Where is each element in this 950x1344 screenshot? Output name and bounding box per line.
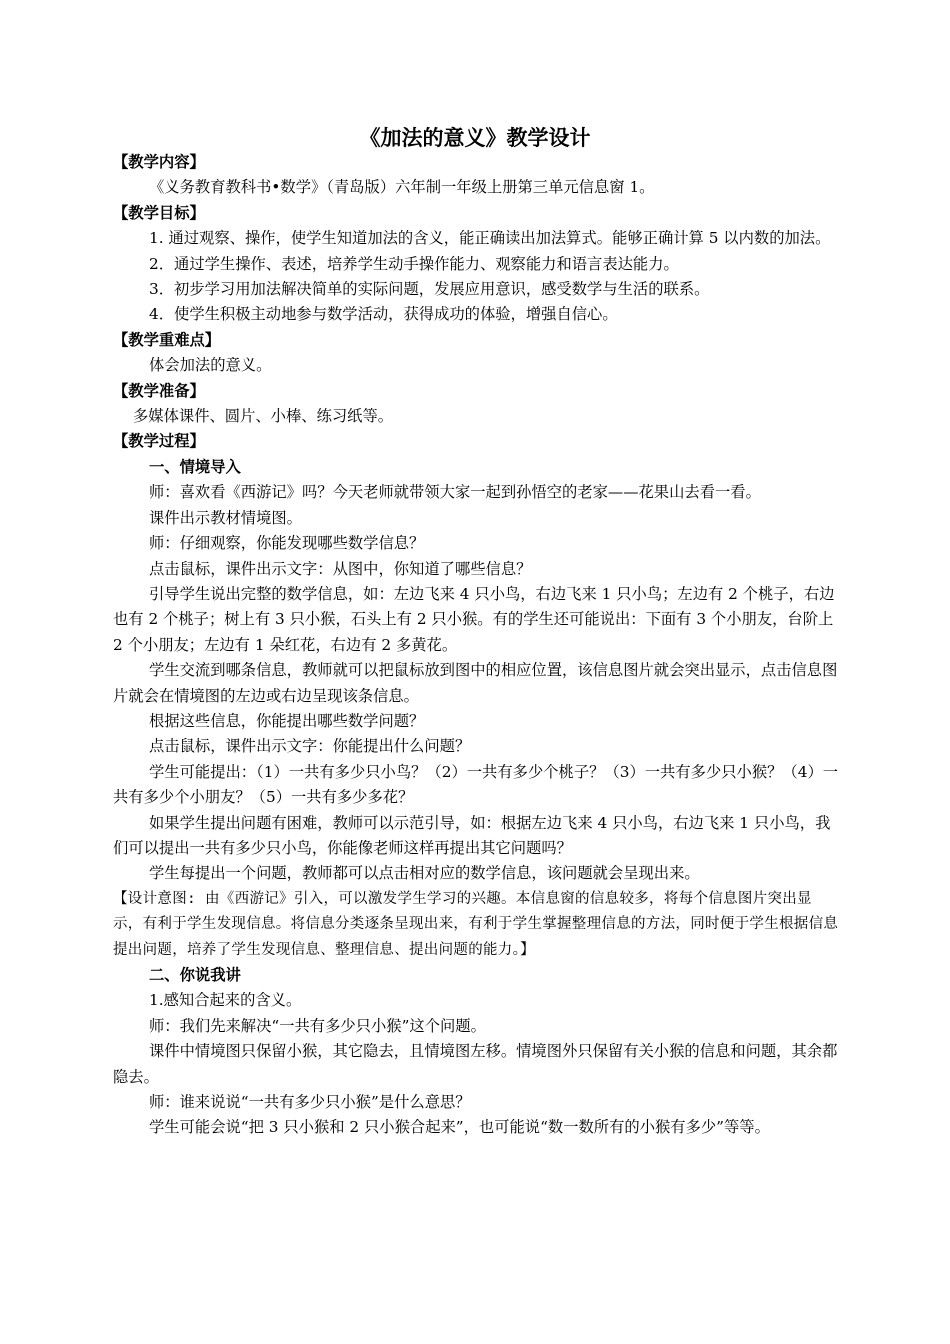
goal-item: 3．初步学习用加法解决简单的实际问题，发展应用意识，感受数学与生活的联系。 bbox=[149, 280, 710, 299]
paragraph: 点击鼠标，课件出示文字：从图中，你知道了哪些信息？ bbox=[149, 559, 532, 578]
part2-title: 二、你说我讲 bbox=[149, 966, 241, 984]
section-heading-prep: 【教学准备】 bbox=[113, 381, 205, 400]
paragraph: 学生可能提出：（1）一共有多少只小鸟？（2）一共有多少个桃子？（3）一共有多少只小猴？（4）一共有多少个小朋友？（5）一共有多少多花？ bbox=[113, 762, 839, 807]
key-text: 体会加法的意义。 bbox=[149, 356, 272, 375]
design-intent-note: 【设计意图: 由《西游记》引入，可以激发学生学习的兴趣。本信息窗的信息较多，将每个信息图片突出显示，有利于学生发现信息。将信息分类逐条呈现出来，有利于学生掌握整理信息的方法，同时便于学生根据信息提出问题，培养了学生发现信息、整理信息、提出问题的能力。】 bbox=[113, 890, 839, 958]
part1-title: 一、情境导入 bbox=[149, 457, 241, 476]
paragraph: 引导学生说出完整的数学信息，如：左边飞来 4 只小鸟，右边飞来 1 只小鸟；左边有 2 个桃子，右边也有 2 个桃子；树上有 3 只小猴，石头上有 2 只小猴。有的学生还可能说出：下面有 3 个小朋友，台阶上 2 个小朋友；左边有 1 朵红花，右边有 2 多黄花。 bbox=[113, 584, 835, 654]
paragraph: 如果学生提出问题有困难，教师可以示范引导，如：根据左边飞来 4 只小鸟，右边飞来 1 只小鸟，我们可以提出一共有多少只小鸟，你能像老师这样再提出其它问题吗？ bbox=[113, 813, 831, 857]
paragraph: 学生每提出一个问题，教师都可以点击相对应的数学信息，该问题就会呈现出来。 bbox=[149, 864, 700, 883]
paragraph: 学生交流到哪条信息，教师就可以把鼠标放到图中的相应位置，该信息图片就会突出显示，点击信息图片就会在情境图的左边或右边呈现该条信息。 bbox=[113, 661, 838, 705]
document-body bbox=[113, 150, 840, 1141]
goal-item: 1. 通过观察、操作，使学生知道加法的含义，能正确读出加法算式。能够正确计算 5 以内数的加法。 bbox=[149, 229, 831, 248]
paragraph: 课件中情境图只保留小猴，其它隐去，且情境图左移。情境图外只保留有关小猴的信息和问题，其余都隐去。 bbox=[113, 1042, 838, 1086]
paragraph: 点击鼠标，课件出示文字：你能提出什么问题？ bbox=[149, 737, 471, 756]
paragraph: 学生可能会说“把 3 只小猴和 2 只小猴合起来”，也可能说“数一数所有的小猴有多少”等等。 bbox=[149, 1118, 770, 1137]
section-heading-process: 【教学过程】 bbox=[113, 432, 205, 451]
paragraph: 根据这些信息，你能提出哪些数学问题？ bbox=[149, 711, 425, 730]
section-heading-key: 【教学重难点】 bbox=[113, 330, 221, 349]
content-text: 《义务教育教科书•数学》（青岛版）六年制一年级上册第三单元信息窗 1。 bbox=[149, 178, 655, 197]
paragraph: 1.感知合起来的含义。 bbox=[149, 991, 302, 1010]
prep-text: 多媒体课件、圆片、小棒、练习纸等。 bbox=[133, 407, 394, 426]
paragraph: 师：谁来说说“一共有多少只小猴”是什么意思？ bbox=[149, 1093, 471, 1112]
paragraph: 师：喜欢看《西游记》吗？今天老师就带领大家一起到孙悟空的老家——花果山去看一看。 bbox=[149, 483, 761, 502]
paragraph: 师：仔细观察，你能发现哪些数学信息？ bbox=[149, 534, 425, 553]
section-heading-content: 【教学内容】 bbox=[113, 153, 205, 171]
paragraph: 师：我们先来解决“一共有多少只小猴”这个问题。 bbox=[149, 1016, 486, 1035]
section-heading-goals: 【教学目标】 bbox=[113, 203, 205, 222]
paragraph: 课件出示教材情境图。 bbox=[149, 508, 302, 527]
goal-item: 2．通过学生操作、表述，培养学生动手操作能力、观察能力和语言表达能力。 bbox=[149, 254, 679, 273]
goal-item: 4．使学生积极主动地参与数学活动，获得成功的体验，增强自信心。 bbox=[149, 305, 618, 324]
document-title: 《加法的意义》教学设计 bbox=[359, 126, 591, 150]
